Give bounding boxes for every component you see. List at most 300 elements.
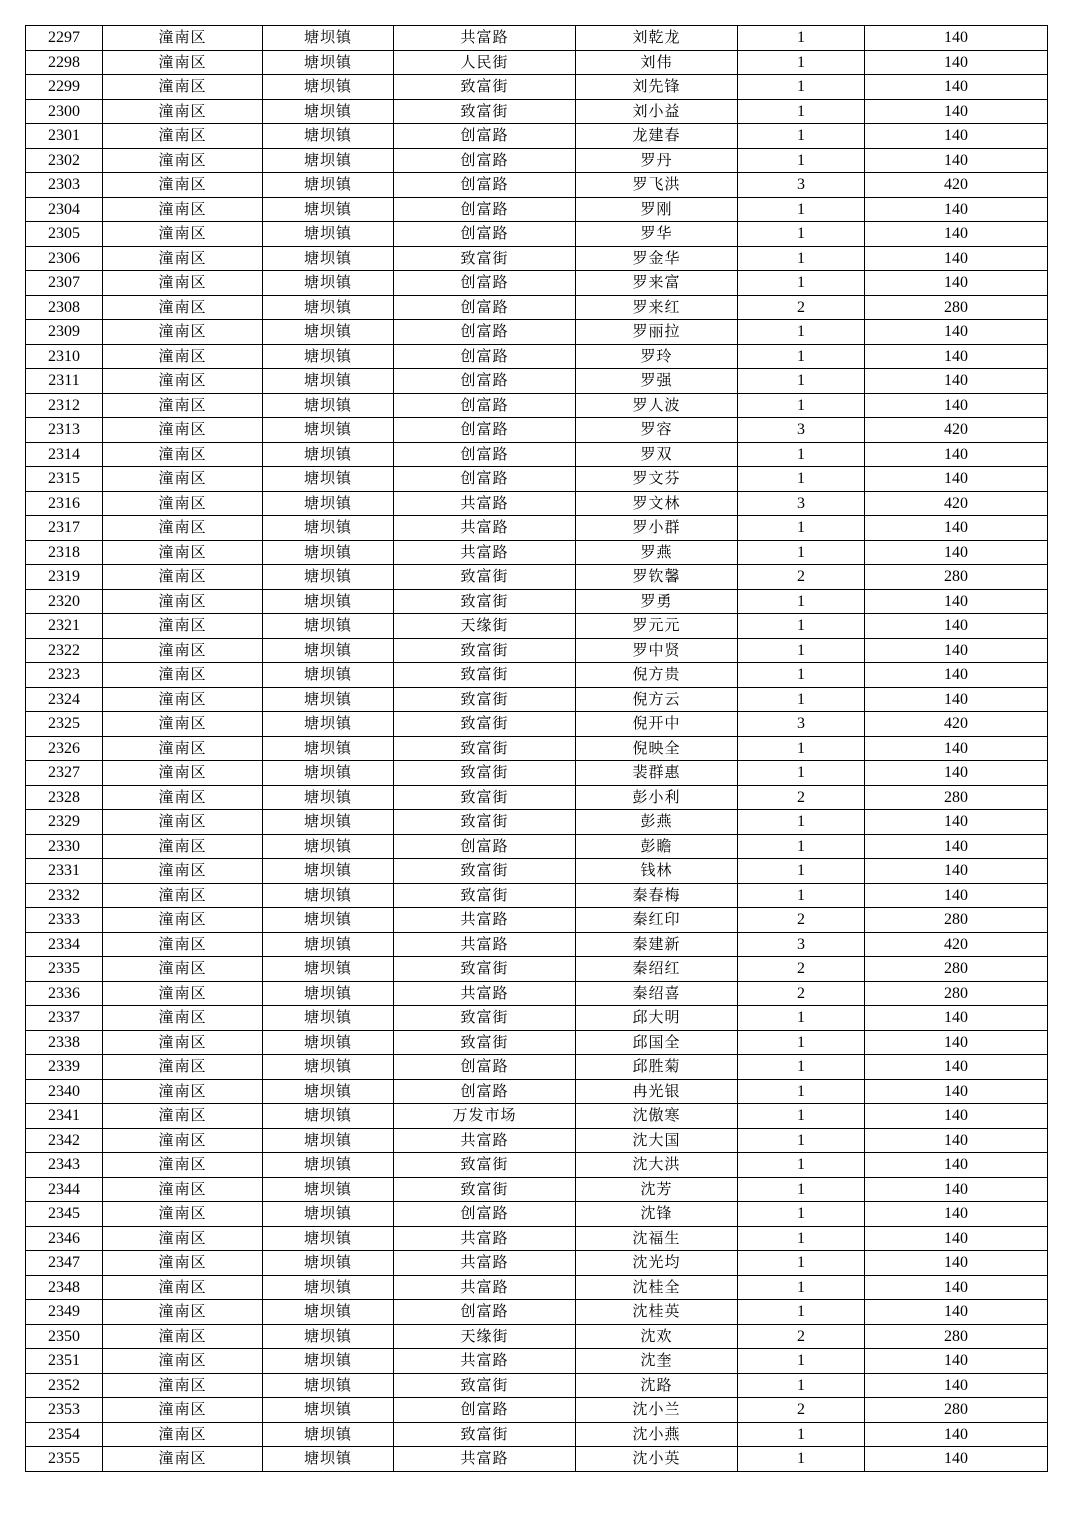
- street-cell: 天缘街: [394, 1324, 576, 1349]
- district-cell: 潼南区: [103, 981, 263, 1006]
- amount-cell: 140: [865, 1030, 1048, 1055]
- amount-cell: 140: [865, 1447, 1048, 1472]
- district-cell: 潼南区: [103, 124, 263, 149]
- street-cell: 致富街: [394, 785, 576, 810]
- table-row: [26, 957, 1048, 982]
- town-cell: 塘坝镇: [263, 1324, 394, 1349]
- district-cell: 潼南区: [103, 908, 263, 933]
- serial-number-cell: 2305: [26, 222, 103, 247]
- serial-number-cell: 2329: [26, 810, 103, 835]
- district-cell: 潼南区: [103, 785, 263, 810]
- name-cell: 罗来红: [576, 295, 738, 320]
- table-row: [26, 50, 1048, 75]
- amount-cell: 420: [865, 173, 1048, 198]
- serial-number-cell: 2340: [26, 1079, 103, 1104]
- serial-number-cell: 2308: [26, 295, 103, 320]
- town-cell: 塘坝镇: [263, 1177, 394, 1202]
- town-cell: 塘坝镇: [263, 540, 394, 565]
- name-cell: 倪映全: [576, 736, 738, 761]
- name-cell: 秦建新: [576, 932, 738, 957]
- amount-cell: 140: [865, 810, 1048, 835]
- district-cell: 潼南区: [103, 1202, 263, 1227]
- count-cell: 1: [738, 442, 865, 467]
- count-cell: 1: [738, 467, 865, 492]
- table-row: [26, 467, 1048, 492]
- count-cell: 1: [738, 50, 865, 75]
- amount-cell: 140: [865, 589, 1048, 614]
- table-row: [26, 124, 1048, 149]
- name-cell: 罗小群: [576, 516, 738, 541]
- name-cell: 罗飞洪: [576, 173, 738, 198]
- name-cell: 罗刚: [576, 197, 738, 222]
- street-cell: 创富路: [394, 418, 576, 443]
- district-cell: 潼南区: [103, 1104, 263, 1129]
- district-cell: 潼南区: [103, 1398, 263, 1423]
- district-cell: 潼南区: [103, 834, 263, 859]
- district-cell: 潼南区: [103, 295, 263, 320]
- district-cell: 潼南区: [103, 246, 263, 271]
- count-cell: 1: [738, 1251, 865, 1276]
- town-cell: 塘坝镇: [263, 1300, 394, 1325]
- table-row: [26, 1006, 1048, 1031]
- town-cell: 塘坝镇: [263, 516, 394, 541]
- serial-number-cell: 2323: [26, 663, 103, 688]
- district-cell: 潼南区: [103, 736, 263, 761]
- name-cell: 倪方云: [576, 687, 738, 712]
- street-cell: 致富街: [394, 638, 576, 663]
- amount-cell: 140: [865, 663, 1048, 688]
- table-row: [26, 638, 1048, 663]
- count-cell: 1: [738, 736, 865, 761]
- street-cell: 创富路: [394, 320, 576, 345]
- town-cell: 塘坝镇: [263, 197, 394, 222]
- district-cell: 潼南区: [103, 1251, 263, 1276]
- name-cell: 沈小英: [576, 1447, 738, 1472]
- street-cell: 创富路: [394, 344, 576, 369]
- name-cell: 罗燕: [576, 540, 738, 565]
- amount-cell: 140: [865, 834, 1048, 859]
- district-cell: 潼南区: [103, 1177, 263, 1202]
- count-cell: 3: [738, 491, 865, 516]
- town-cell: 塘坝镇: [263, 75, 394, 100]
- district-cell: 潼南区: [103, 148, 263, 173]
- amount-cell: 140: [865, 246, 1048, 271]
- table-row: [26, 1226, 1048, 1251]
- district-cell: 潼南区: [103, 1055, 263, 1080]
- table-row: [26, 1055, 1048, 1080]
- serial-number-cell: 2324: [26, 687, 103, 712]
- district-cell: 潼南区: [103, 50, 263, 75]
- serial-number-cell: 2343: [26, 1153, 103, 1178]
- district-cell: 潼南区: [103, 1030, 263, 1055]
- table-row: [26, 712, 1048, 737]
- town-cell: 塘坝镇: [263, 687, 394, 712]
- name-cell: 邱大明: [576, 1006, 738, 1031]
- district-cell: 潼南区: [103, 712, 263, 737]
- amount-cell: 140: [865, 1373, 1048, 1398]
- count-cell: 2: [738, 957, 865, 982]
- table-row: [26, 810, 1048, 835]
- table-row: [26, 663, 1048, 688]
- count-cell: 1: [738, 1128, 865, 1153]
- amount-cell: 280: [865, 1398, 1048, 1423]
- count-cell: 1: [738, 148, 865, 173]
- town-cell: 塘坝镇: [263, 981, 394, 1006]
- amount-cell: 140: [865, 638, 1048, 663]
- serial-number-cell: 2348: [26, 1275, 103, 1300]
- table-row: [26, 1324, 1048, 1349]
- district-cell: 潼南区: [103, 491, 263, 516]
- name-cell: 罗玲: [576, 344, 738, 369]
- amount-cell: 140: [865, 883, 1048, 908]
- town-cell: 塘坝镇: [263, 1006, 394, 1031]
- town-cell: 塘坝镇: [263, 26, 394, 51]
- street-cell: 共富路: [394, 1349, 576, 1374]
- district-cell: 潼南区: [103, 565, 263, 590]
- town-cell: 塘坝镇: [263, 810, 394, 835]
- district-cell: 潼南区: [103, 26, 263, 51]
- amount-cell: 420: [865, 932, 1048, 957]
- amount-cell: 140: [865, 75, 1048, 100]
- town-cell: 塘坝镇: [263, 1202, 394, 1227]
- name-cell: 罗中贤: [576, 638, 738, 663]
- district-cell: 潼南区: [103, 320, 263, 345]
- serial-number-cell: 2334: [26, 932, 103, 957]
- town-cell: 塘坝镇: [263, 1422, 394, 1447]
- district-cell: 潼南区: [103, 883, 263, 908]
- street-cell: 致富街: [394, 246, 576, 271]
- count-cell: 1: [738, 1202, 865, 1227]
- amount-cell: 140: [865, 1006, 1048, 1031]
- serial-number-cell: 2349: [26, 1300, 103, 1325]
- count-cell: 1: [738, 1030, 865, 1055]
- town-cell: 塘坝镇: [263, 271, 394, 296]
- amount-cell: 140: [865, 1275, 1048, 1300]
- town-cell: 塘坝镇: [263, 712, 394, 737]
- street-cell: 共富路: [394, 1226, 576, 1251]
- town-cell: 塘坝镇: [263, 1373, 394, 1398]
- count-cell: 1: [738, 26, 865, 51]
- serial-number-cell: 2316: [26, 491, 103, 516]
- town-cell: 塘坝镇: [263, 222, 394, 247]
- district-cell: 潼南区: [103, 99, 263, 124]
- district-cell: 潼南区: [103, 663, 263, 688]
- district-cell: 潼南区: [103, 197, 263, 222]
- district-cell: 潼南区: [103, 957, 263, 982]
- table-row: [26, 393, 1048, 418]
- amount-cell: 420: [865, 491, 1048, 516]
- district-cell: 潼南区: [103, 1349, 263, 1374]
- street-cell: 致富街: [394, 99, 576, 124]
- street-cell: 创富路: [394, 369, 576, 394]
- serial-number-cell: 2307: [26, 271, 103, 296]
- name-cell: 罗双: [576, 442, 738, 467]
- district-cell: 潼南区: [103, 1373, 263, 1398]
- street-cell: 创富路: [394, 222, 576, 247]
- table-row: [26, 320, 1048, 345]
- count-cell: 1: [738, 1104, 865, 1129]
- street-cell: 天缘街: [394, 614, 576, 639]
- district-cell: 潼南区: [103, 1006, 263, 1031]
- count-cell: 1: [738, 369, 865, 394]
- town-cell: 塘坝镇: [263, 1055, 394, 1080]
- name-cell: 罗金华: [576, 246, 738, 271]
- amount-cell: 280: [865, 1324, 1048, 1349]
- name-cell: 刘小益: [576, 99, 738, 124]
- district-cell: 潼南区: [103, 393, 263, 418]
- town-cell: 塘坝镇: [263, 1153, 394, 1178]
- name-cell: 秦红印: [576, 908, 738, 933]
- count-cell: 1: [738, 1226, 865, 1251]
- street-cell: 创富路: [394, 1055, 576, 1080]
- table-row: [26, 1275, 1048, 1300]
- town-cell: 塘坝镇: [263, 883, 394, 908]
- amount-cell: 140: [865, 222, 1048, 247]
- data-table: [25, 25, 1048, 1472]
- street-cell: 共富路: [394, 1447, 576, 1472]
- amount-cell: 140: [865, 1055, 1048, 1080]
- count-cell: 2: [738, 981, 865, 1006]
- serial-number-cell: 2317: [26, 516, 103, 541]
- amount-cell: 280: [865, 981, 1048, 1006]
- name-cell: 刘乾龙: [576, 26, 738, 51]
- serial-number-cell: 2300: [26, 99, 103, 124]
- district-cell: 潼南区: [103, 344, 263, 369]
- serial-number-cell: 2306: [26, 246, 103, 271]
- street-cell: 创富路: [394, 295, 576, 320]
- street-cell: 创富路: [394, 442, 576, 467]
- count-cell: 1: [738, 1153, 865, 1178]
- count-cell: 1: [738, 810, 865, 835]
- table-row: [26, 197, 1048, 222]
- count-cell: 3: [738, 418, 865, 443]
- table-row: [26, 369, 1048, 394]
- street-cell: 万发市场: [394, 1104, 576, 1129]
- count-cell: 1: [738, 638, 865, 663]
- serial-number-cell: 2330: [26, 834, 103, 859]
- name-cell: 罗来富: [576, 271, 738, 296]
- town-cell: 塘坝镇: [263, 148, 394, 173]
- count-cell: 1: [738, 883, 865, 908]
- serial-number-cell: 2310: [26, 344, 103, 369]
- district-cell: 潼南区: [103, 173, 263, 198]
- table-row: [26, 491, 1048, 516]
- district-cell: 潼南区: [103, 516, 263, 541]
- serial-number-cell: 2345: [26, 1202, 103, 1227]
- amount-cell: 280: [865, 785, 1048, 810]
- serial-number-cell: 2319: [26, 565, 103, 590]
- street-cell: 致富街: [394, 957, 576, 982]
- serial-number-cell: 2301: [26, 124, 103, 149]
- serial-number-cell: 2298: [26, 50, 103, 75]
- serial-number-cell: 2318: [26, 540, 103, 565]
- street-cell: 共富路: [394, 1275, 576, 1300]
- table-row: [26, 75, 1048, 100]
- table-row: [26, 418, 1048, 443]
- amount-cell: 140: [865, 393, 1048, 418]
- amount-cell: 140: [865, 736, 1048, 761]
- street-cell: 致富街: [394, 1373, 576, 1398]
- district-cell: 潼南区: [103, 442, 263, 467]
- name-cell: 刘伟: [576, 50, 738, 75]
- street-cell: 致富街: [394, 75, 576, 100]
- name-cell: 龙建春: [576, 124, 738, 149]
- name-cell: 彭瞻: [576, 834, 738, 859]
- amount-cell: 140: [865, 1300, 1048, 1325]
- table-row: [26, 687, 1048, 712]
- street-cell: 致富街: [394, 736, 576, 761]
- table-row: [26, 589, 1048, 614]
- name-cell: 沈欢: [576, 1324, 738, 1349]
- count-cell: 1: [738, 99, 865, 124]
- street-cell: 致富街: [394, 883, 576, 908]
- count-cell: 1: [738, 1006, 865, 1031]
- district-cell: 潼南区: [103, 271, 263, 296]
- name-cell: 秦绍红: [576, 957, 738, 982]
- name-cell: 罗华: [576, 222, 738, 247]
- table-row: [26, 1398, 1048, 1423]
- district-cell: 潼南区: [103, 75, 263, 100]
- town-cell: 塘坝镇: [263, 1398, 394, 1423]
- serial-number-cell: 2341: [26, 1104, 103, 1129]
- table-row: [26, 1177, 1048, 1202]
- town-cell: 塘坝镇: [263, 442, 394, 467]
- serial-number-cell: 2347: [26, 1251, 103, 1276]
- town-cell: 塘坝镇: [263, 614, 394, 639]
- table-row: [26, 246, 1048, 271]
- street-cell: 共富路: [394, 1128, 576, 1153]
- serial-number-cell: 2313: [26, 418, 103, 443]
- amount-cell: 140: [865, 442, 1048, 467]
- amount-cell: 140: [865, 761, 1048, 786]
- name-cell: 沈傲寒: [576, 1104, 738, 1129]
- town-cell: 塘坝镇: [263, 99, 394, 124]
- serial-number-cell: 2314: [26, 442, 103, 467]
- amount-cell: 280: [865, 957, 1048, 982]
- name-cell: 罗丽拉: [576, 320, 738, 345]
- street-cell: 致富街: [394, 1153, 576, 1178]
- name-cell: 倪开中: [576, 712, 738, 737]
- amount-cell: 280: [865, 908, 1048, 933]
- count-cell: 1: [738, 124, 865, 149]
- district-cell: 潼南区: [103, 932, 263, 957]
- name-cell: 罗人波: [576, 393, 738, 418]
- town-cell: 塘坝镇: [263, 589, 394, 614]
- serial-number-cell: 2339: [26, 1055, 103, 1080]
- amount-cell: 140: [865, 344, 1048, 369]
- town-cell: 塘坝镇: [263, 320, 394, 345]
- district-cell: 潼南区: [103, 1447, 263, 1472]
- district-cell: 潼南区: [103, 1226, 263, 1251]
- district-cell: 潼南区: [103, 1324, 263, 1349]
- street-cell: 致富街: [394, 1006, 576, 1031]
- table-row: [26, 1128, 1048, 1153]
- table-row: [26, 834, 1048, 859]
- serial-number-cell: 2352: [26, 1373, 103, 1398]
- district-cell: 潼南区: [103, 638, 263, 663]
- serial-number-cell: 2326: [26, 736, 103, 761]
- amount-cell: 140: [865, 99, 1048, 124]
- serial-number-cell: 2312: [26, 393, 103, 418]
- name-cell: 沈小燕: [576, 1422, 738, 1447]
- table-row: [26, 785, 1048, 810]
- count-cell: 1: [738, 1349, 865, 1374]
- street-cell: 人民街: [394, 50, 576, 75]
- serial-number-cell: 2351: [26, 1349, 103, 1374]
- table-row: [26, 614, 1048, 639]
- street-cell: 共富路: [394, 516, 576, 541]
- table-row: [26, 1300, 1048, 1325]
- street-cell: 致富街: [394, 810, 576, 835]
- street-cell: 致富街: [394, 712, 576, 737]
- name-cell: 罗容: [576, 418, 738, 443]
- name-cell: 倪方贵: [576, 663, 738, 688]
- serial-number-cell: 2304: [26, 197, 103, 222]
- street-cell: 致富街: [394, 859, 576, 884]
- count-cell: 1: [738, 1055, 865, 1080]
- amount-cell: 140: [865, 1128, 1048, 1153]
- district-cell: 潼南区: [103, 540, 263, 565]
- count-cell: 1: [738, 1275, 865, 1300]
- street-cell: 创富路: [394, 467, 576, 492]
- amount-cell: 140: [865, 1226, 1048, 1251]
- town-cell: 塘坝镇: [263, 246, 394, 271]
- name-cell: 罗勇: [576, 589, 738, 614]
- name-cell: 沈路: [576, 1373, 738, 1398]
- town-cell: 塘坝镇: [263, 859, 394, 884]
- name-cell: 秦绍喜: [576, 981, 738, 1006]
- name-cell: 沈桂全: [576, 1275, 738, 1300]
- street-cell: 致富街: [394, 1422, 576, 1447]
- town-cell: 塘坝镇: [263, 124, 394, 149]
- street-cell: 创富路: [394, 173, 576, 198]
- amount-cell: 140: [865, 467, 1048, 492]
- name-cell: 沈光均: [576, 1251, 738, 1276]
- table-row: [26, 883, 1048, 908]
- serial-number-cell: 2327: [26, 761, 103, 786]
- count-cell: 2: [738, 565, 865, 590]
- count-cell: 1: [738, 614, 865, 639]
- serial-number-cell: 2297: [26, 26, 103, 51]
- serial-number-cell: 2299: [26, 75, 103, 100]
- town-cell: 塘坝镇: [263, 908, 394, 933]
- district-cell: 潼南区: [103, 761, 263, 786]
- street-cell: 致富街: [394, 687, 576, 712]
- serial-number-cell: 2353: [26, 1398, 103, 1423]
- amount-cell: 140: [865, 197, 1048, 222]
- street-cell: 创富路: [394, 148, 576, 173]
- town-cell: 塘坝镇: [263, 1349, 394, 1374]
- serial-number-cell: 2303: [26, 173, 103, 198]
- count-cell: 1: [738, 687, 865, 712]
- town-cell: 塘坝镇: [263, 491, 394, 516]
- amount-cell: 140: [865, 1422, 1048, 1447]
- name-cell: 沈芳: [576, 1177, 738, 1202]
- district-cell: 潼南区: [103, 589, 263, 614]
- count-cell: 1: [738, 859, 865, 884]
- street-cell: 创富路: [394, 124, 576, 149]
- table-row: [26, 222, 1048, 247]
- district-cell: 潼南区: [103, 810, 263, 835]
- street-cell: 创富路: [394, 1079, 576, 1104]
- town-cell: 塘坝镇: [263, 663, 394, 688]
- serial-number-cell: 2309: [26, 320, 103, 345]
- name-cell: 刘先锋: [576, 75, 738, 100]
- count-cell: 1: [738, 516, 865, 541]
- name-cell: 沈福生: [576, 1226, 738, 1251]
- table-row: [26, 540, 1048, 565]
- name-cell: 沈奎: [576, 1349, 738, 1374]
